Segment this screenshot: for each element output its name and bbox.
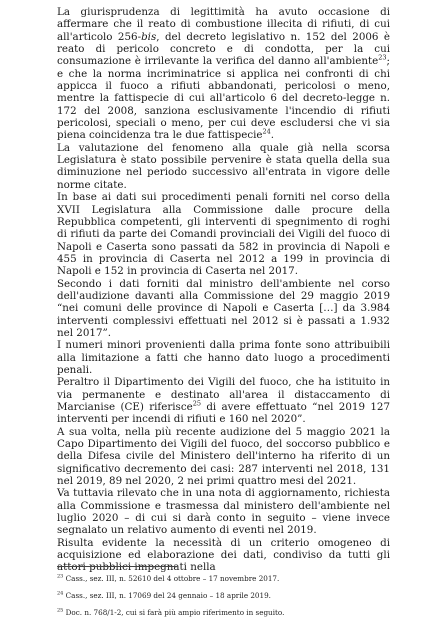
body-text [57, 6, 390, 574]
paragraph [57, 376, 390, 425]
footnote-number: 25 [57, 607, 64, 614]
text-segment: La valutazione del fenomeno alla quale già nella scorsa Legislatura è stato possibile pervenire è stata quella della sua diminuzione nel periodo successivo all'entrata in vigore delle norme citate. [57, 141, 390, 191]
footnote-reference: 23 [378, 53, 387, 62]
text-segment: , del decreto legislativo n. 152 del 2006 è reato di pericolo concreto e di condotta, per la cui consumazione è irrilevante la verifica del danno all'ambiente [57, 30, 390, 68]
text-segment: Peraltro il Dipartimento dei Vigili del fuoco, che ha istituito in via permanente e destinato all'area il distaccamento di Marcianise (CE) riferisce [57, 376, 390, 413]
footnote [57, 574, 397, 583]
paragraph [57, 142, 390, 191]
text-segment: In base ai dati sui procedimenti penali forniti nel corso della XVII Legislatura alla Commissione dalle procure della Repubblica competenti, gli interventi di spegnimento di roghi di rifiuti da parte dei Comandi provinciali dei Vigili del fuoco di Napoli e Caserta sono passati da 582 in provincia di Napoli e 455 in provincia di Caserta nel 2012 a 199 in provincia di Napoli e 152 in provincia di Caserta nel 2017. [57, 191, 390, 278]
footnote [57, 608, 397, 617]
paragraph [57, 339, 390, 376]
paragraph [57, 191, 390, 277]
paragraph [57, 537, 390, 574]
footnotes [57, 574, 397, 625]
text-segment: I numeri minori provenienti dalla prima fonte sono attribuibili alla limitazione a fatti che hanno dato luogo a procedimenti penali. [57, 339, 390, 376]
paragraph [57, 487, 390, 536]
text-segment: di avere effettuato “nel 2019 127 interventi per incendi di rifiuti e 160 nel 2020”. [57, 401, 390, 426]
italic-text: bis [141, 30, 157, 43]
text-segment: . [270, 129, 275, 142]
text-segment: Risulta evidente la necessità di un criterio omogeneo di acquisizione ed elaborazione dei dati, condiviso da tutti gli attori pubblici impegnati nella [57, 536, 390, 574]
footnote-text: Cass., sez. III, n. 52610 del 4 ottobre – 17 novembre 2017. [65, 574, 280, 583]
paragraph [57, 278, 390, 340]
footnote-reference: 24 [262, 128, 271, 137]
text-segment: Va tuttavia rilevato che in una nota di aggiornamento, richiesta alla Commissione e trasmessa dal ministero dell'ambiente nel luglio 2020 – di cui si darà conto in seguito – viene invece segnalato un relativo aumento di eventi nel 2019. [57, 487, 390, 537]
footnote-number: 23 [57, 573, 64, 580]
footnote-text: Cass., sez. III, n. 17069 del 24 gennaio – 18 aprile 2019. [65, 591, 271, 600]
paragraph [57, 426, 390, 488]
footnote-separator [57, 566, 177, 567]
footnote [57, 591, 397, 600]
footnote-number: 24 [57, 590, 64, 597]
footnote-text: Doc. n. 768/1-2, cui si farà più ampio riferimento in seguito. [65, 608, 285, 617]
text-segment: A sua volta, nella più recente audizione del 5 maggio 2021 la Capo Dipartimento dei Vigili del fuoco, del soccorso pubblico e della Difesa civile del Ministero dell'interno ha riferito di un significativo decremento dei casi: 287 interventi nel 2018, 131 nel 2019, 89 nel 2020, 2 nei primi quattro mesi del 2021. [57, 425, 390, 488]
footnote-reference: 25 [192, 399, 201, 408]
text-segment: Secondo i dati forniti dal ministro dell'ambiente nel corso dell'audizione davanti alla Commissione del 29 maggio 2019 “nei comuni delle province di Napoli e Caserta […] da 3.984 interventi complessivi effettuati nel 2012 si è passati a 1.932 nel 2017”. [57, 277, 390, 339]
text-segment: La giurisprudenza di legittimità ha avuto occasione di affermare che il reato di combustione illecita di rifiuti, di cui all'articolo 256- [57, 6, 390, 43]
text-segment: ; e che la norma incriminatrice si applica nei confronti di chi appicca il fuoco a rifiuti abbandonati, pericolosi o meno, mentre la fattispecie di cui all'articolo 6 del decreto-legge n. 172 del 2008, sanziona esclusivamente l'incendio di rifiuti pericolosi, speciali o meno, per cui deve escludersi che vi sia piena coincidenza tra le due fattispecie [57, 55, 390, 142]
paragraph [57, 6, 390, 142]
